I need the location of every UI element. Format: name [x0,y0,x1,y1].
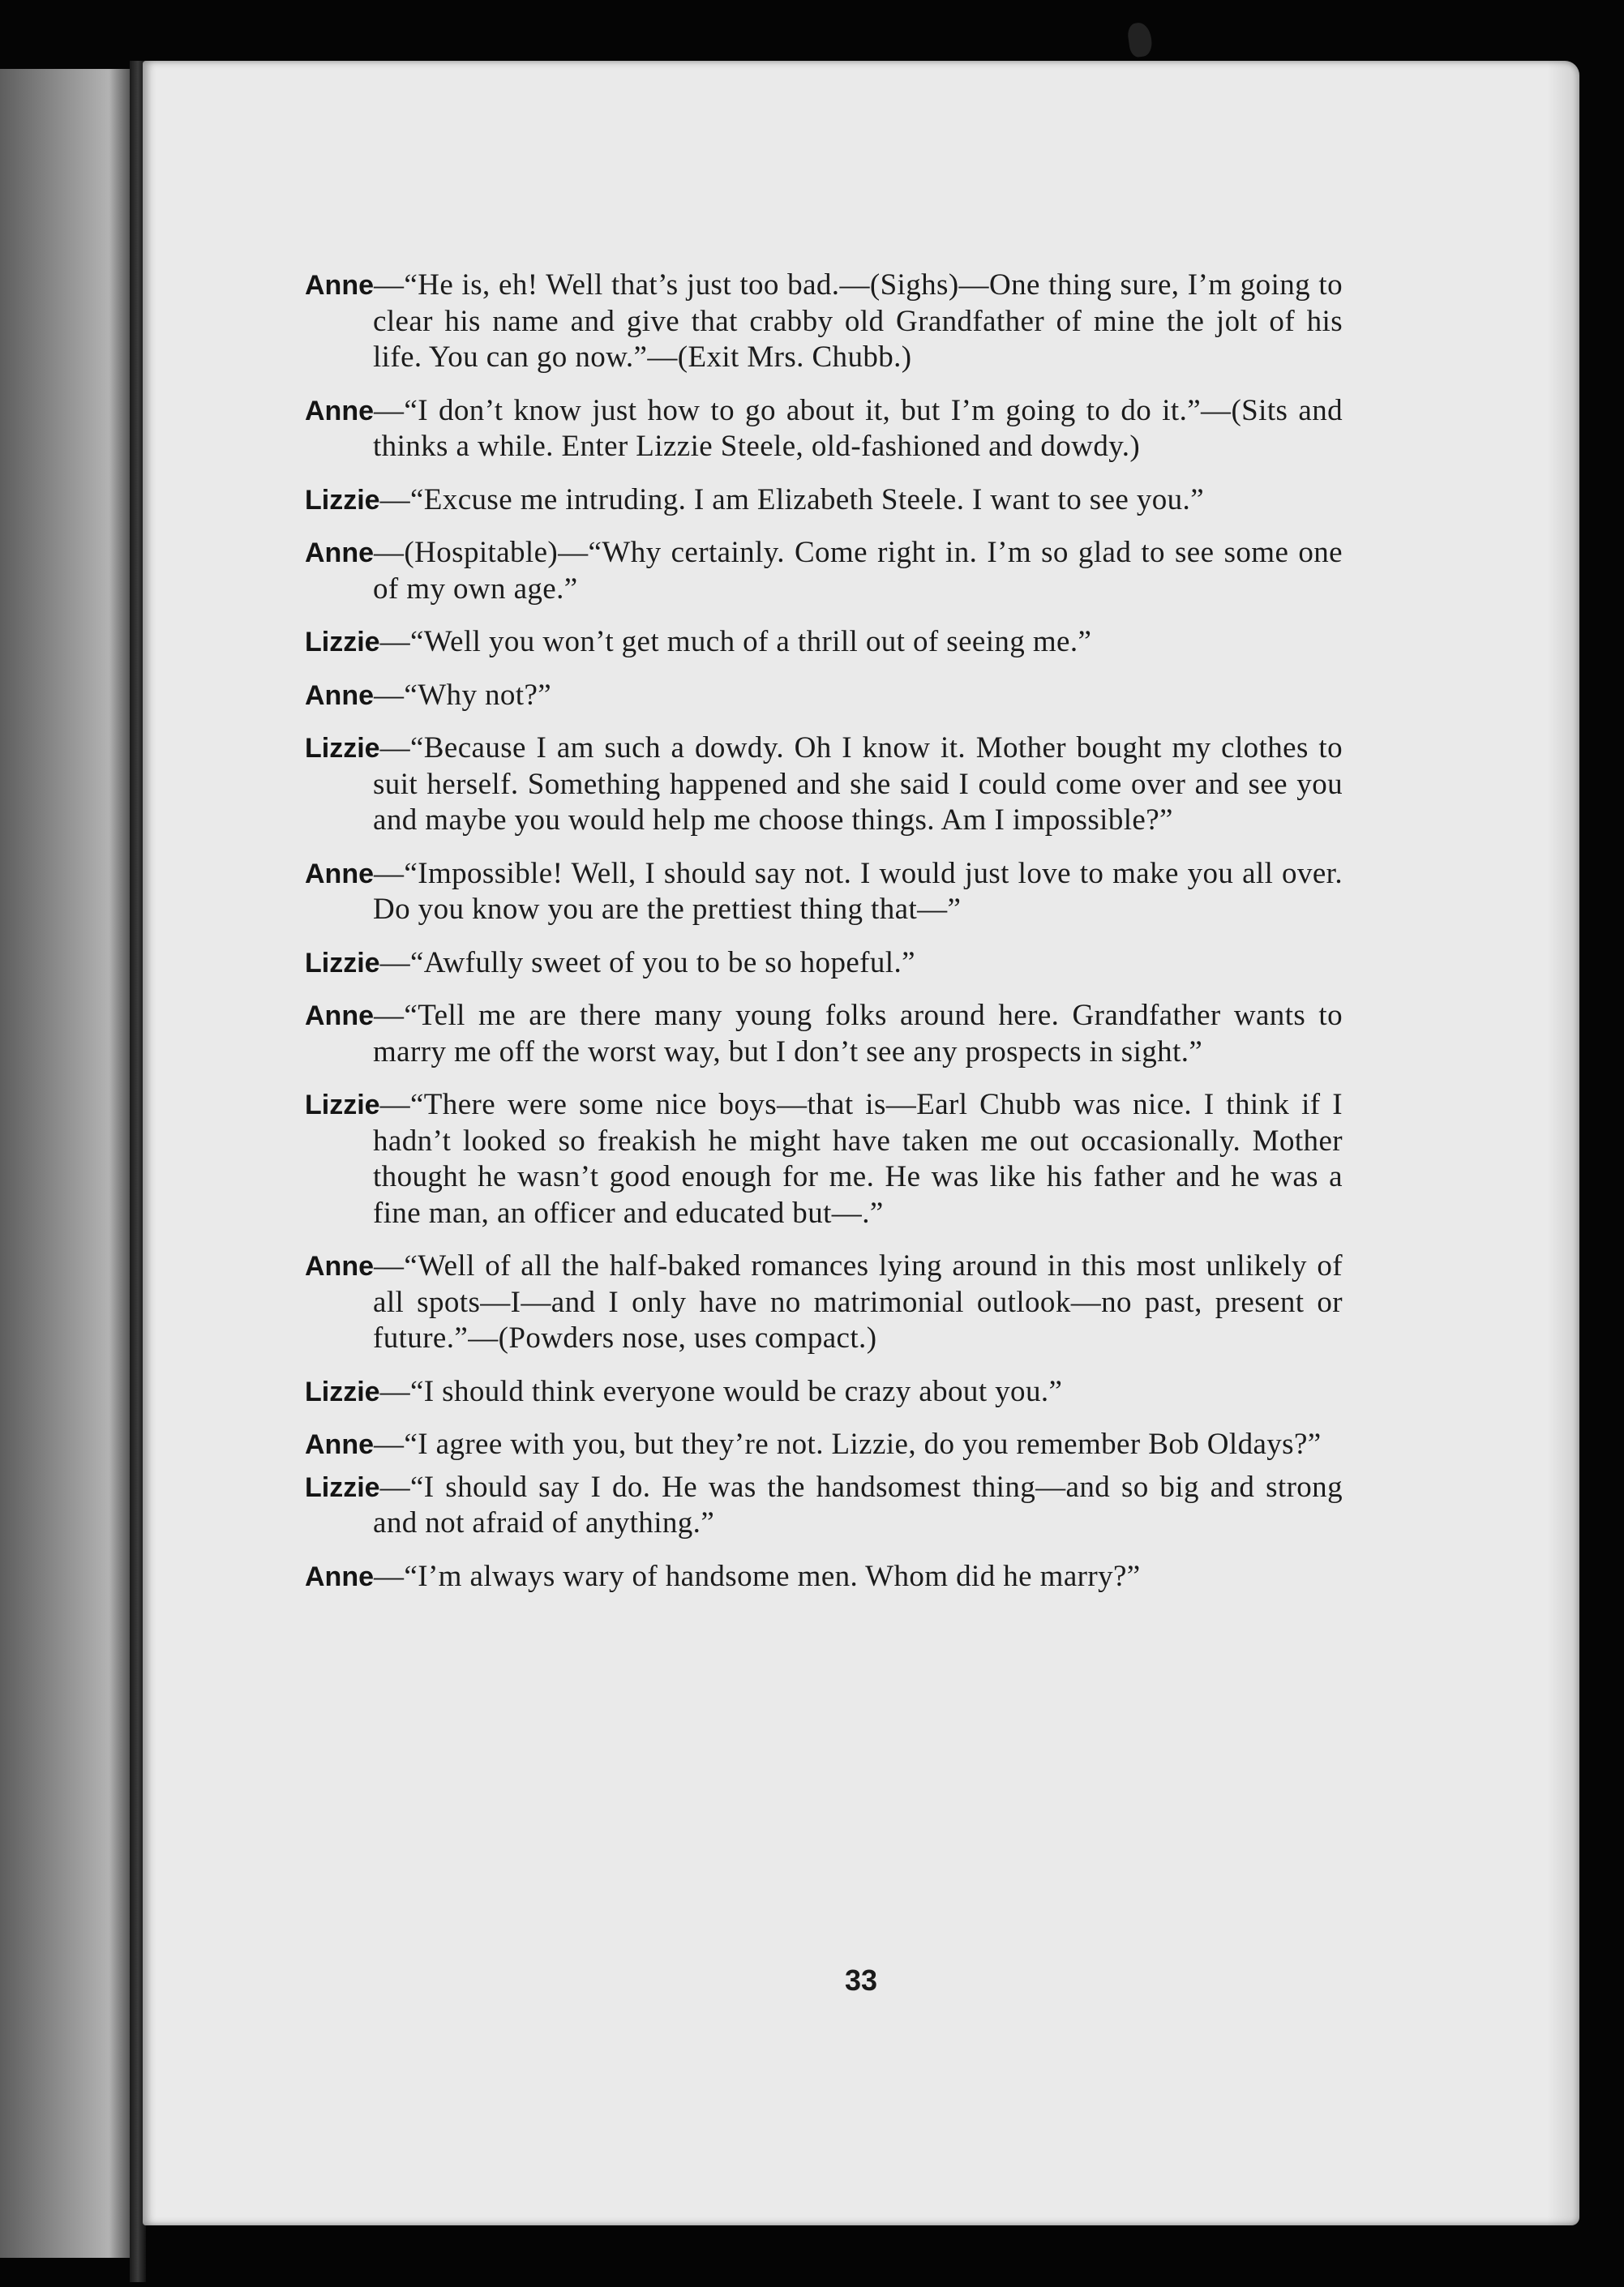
dialogue-text [305,268,1343,1612]
dialogue-line [305,1087,1343,1231]
book-page [143,61,1579,2225]
dialogue-line [305,856,1343,928]
speaker-name: Anne [305,1251,374,1282]
speaker-name: Lizzie [305,627,380,657]
line-text: —“Why not?” [374,678,552,712]
line-text: —“He is, eh! Well that’s just too bad.—(Sighs)—One thing sure, I’m going to clear his name and give that crabby old Grandfather of mine the jolt of his life. You can go now.”—(Exit Mrs. Chubb.) [373,268,1343,374]
speaker-name: Lizzie [305,1471,380,1503]
speaker-name: Anne [305,537,374,568]
line-text: —“Impossible! Well, I should say not. I would just love to make you all over. Do you know you are the prettiest thing that—” [373,856,1343,926]
dialogue-line [305,730,1343,839]
speaker-name: Anne [305,395,374,426]
line-text: —“Well you won’t get much of a thrill out of seeing me.” [379,625,1092,658]
line-text: —“Because I am such a dowdy. Oh I know it. Mother bought my clothes to suit herself. Something happened and she said I could come over and see you and maybe you would help me choose things. Am I impossible?” [373,731,1343,837]
dialogue-line [305,998,1343,1070]
dialogue-line [305,268,1343,376]
speaker-name: Anne [305,270,374,301]
line-text: —“Excuse me intruding. I am Elizabeth Steele. I want to see you.” [379,482,1205,516]
dialogue-line [305,535,1343,607]
speaker-name: Lizzie [305,1376,380,1407]
facing-page-edge [0,69,136,2258]
speaker-name: Lizzie [305,947,380,979]
speaker-name: Anne [305,1561,374,1592]
speaker-name: Anne [305,858,374,889]
line-text: —“There were some nice boys—that is—Earl Chubb was nice. I think if I hadn’t looked so freakish he might have taken me out occasionally. Mother thought he wasn’t good enough for me. He was like his father and he was a fine man, an officer and educated but—.” [373,1088,1343,1230]
speaker-name: Lizzie [305,733,380,764]
dialogue-line [305,624,1343,661]
line-text: —“I’m always wary of handsome men. Whom did he marry?” [374,1559,1141,1593]
line-text: —“Awfully sweet of you to be so hopeful.” [379,945,915,979]
line-text: —“Well of all the half-baked romances lying around in this most unlikely of all spots—I—and I only have no matrimonial outlook—no past, present or future.”—(Powders nose, uses compact.) [373,1249,1343,1355]
speaker-name: Anne [305,1000,374,1031]
dialogue-line [305,1427,1343,1463]
dialogue-line [305,1374,1343,1411]
dialogue-line [305,678,1343,714]
dialogue-line [305,1470,1343,1542]
speaker-name: Lizzie [305,1090,380,1120]
dialogue-line [305,1248,1343,1357]
line-text: —“Tell me are there many young folks around here. Grandfather wants to marry me off the worst way, but I don’t see any prospects in sight.” [373,999,1343,1069]
line-text: —“I don’t know just how to go about it, but I’m going to do it.”—(Sits and thinks a while. Enter Lizzie Steele, old-fashioned and dowdy.) [373,393,1343,463]
page-number: 33 [844,1964,878,1997]
line-text: —“I should think everyone would be crazy about you.” [379,1374,1063,1408]
dialogue-line [305,1559,1343,1595]
line-text: —“I should say I do. He was the handsomest thing—and so big and strong and not afraid of anything.” [373,1470,1343,1540]
speaker-name: Anne [305,679,374,711]
dialogue-line [305,482,1343,519]
scan-smudge [1126,21,1154,58]
speaker-name: Anne [305,1429,374,1460]
dialogue-line [305,945,1343,982]
line-text: —“I agree with you, but they’re not. Lizzie, do you remember Bob Oldays?” [374,1428,1322,1461]
line-text: —(Hospitable)—“Why certainly. Come right in. I’m so glad to see some one of my own age.” [373,536,1343,606]
dialogue-line [305,393,1343,465]
speaker-name: Lizzie [305,484,380,516]
